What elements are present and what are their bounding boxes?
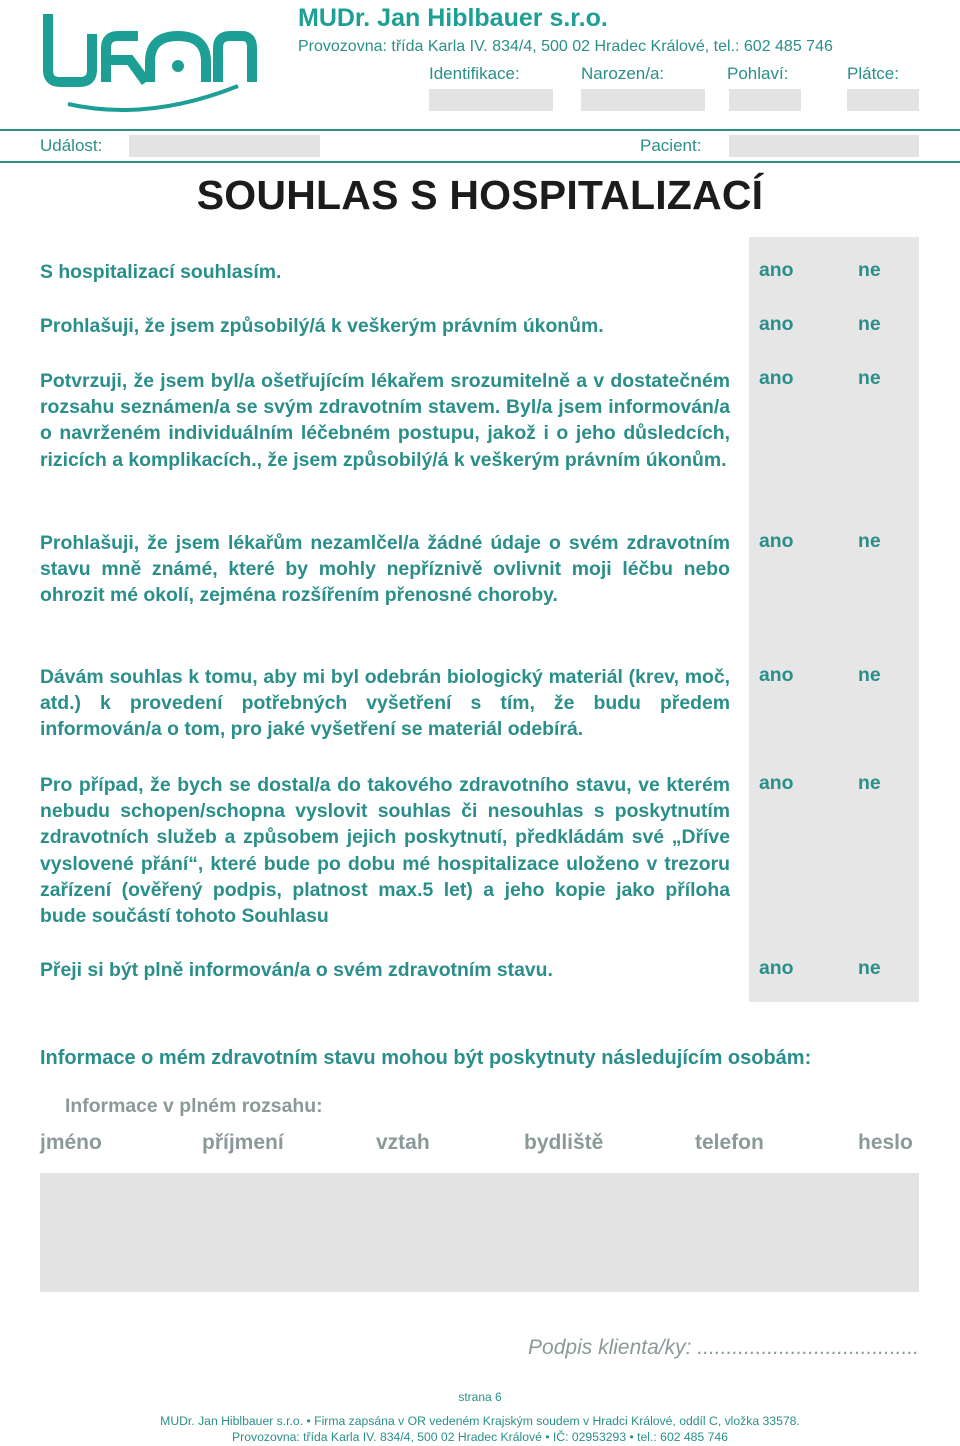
statement-health-info: Přeji si být plně informován/a o svém zdravotním stavu. (40, 959, 553, 981)
field-label-platce: Plátce: (847, 64, 899, 83)
event-label: Událost: (40, 136, 103, 155)
platce-field[interactable] (847, 89, 919, 111)
page-number: strana 6 (458, 1390, 502, 1404)
option-yes[interactable]: ano (759, 664, 794, 686)
option-yes[interactable]: ano (759, 772, 794, 794)
column-surname: příjmení (202, 1131, 284, 1154)
field-label-pohlavi: Pohlaví: (727, 64, 789, 83)
column-relation: vztah (376, 1131, 430, 1154)
option-no[interactable]: ne (858, 664, 881, 686)
identifikace-field[interactable] (429, 89, 553, 111)
uran-logo (38, 4, 260, 114)
option-no[interactable]: ne (858, 313, 881, 335)
header-rule-bottom (0, 161, 960, 163)
option-no[interactable]: ne (858, 957, 881, 979)
pohlavi-field[interactable] (729, 89, 801, 111)
company-address: Provozovna: třída Karla IV. 834/4, 500 02 Hradec Králové, tel.: 602 485 746 (298, 38, 833, 55)
footer-registration: MUDr. Jan Hiblbauer s.r.o. • Firma zapsána v OR vedeném Krajským soudem v Hradci Králové, oddíl C, vložka 33578. (160, 1414, 800, 1428)
patient-field[interactable] (729, 135, 919, 157)
persons-entry-field[interactable] (40, 1173, 919, 1292)
option-no[interactable]: ne (858, 772, 881, 794)
option-no[interactable]: ne (858, 259, 881, 281)
column-password: heslo (858, 1131, 913, 1154)
option-no[interactable]: ne (858, 530, 881, 552)
statement-advance-directive: Pro případ, že bych se dostal/a do takového zdravotního stavu, ve kterém nebudu schopen/schopna vyslovit souhlas či nesouhlas s poskytnutím zdravotních služeb a způsobem jejich poskytnutí, předkládám své „Dříve vyslovené přání“, které bude po dobu mé hospitalizace uloženo v trezoru zařízení (ověřený podpis, platnost max.5 let) a jeho kopie jako příloha bude součástí tohoto Souhlasu (40, 774, 730, 928)
document-title: SOUHLAS S HOSPITALIZACÍ (196, 172, 764, 218)
patient-label: Pacient: (640, 136, 702, 155)
statement-informed: Potvrzuji, že jsem byl/a ošetřujícím lékařem srozumitelně a v dostatečném rozsahu seznámen/a se svým zdravotním stavem. Byl/a jsem informován/a o navrženém individuálním léčebném postupu, jakož i o jeho důsledcích, rizicích a komplikacích., že jsem způsobilý/á k veškerým právním úkonům. (40, 370, 730, 471)
footer-address: Provozovna: třída Karla IV. 834/4, 500 02 Hradec Králové • IČ: 02953293 • tel.: 602 485 746 (232, 1430, 728, 1444)
option-yes[interactable]: ano (759, 957, 794, 979)
option-yes[interactable]: ano (759, 530, 794, 552)
statement-competence: Prohlašuji, že jsem způsobilý/á k veškerým právním úkonům. (40, 315, 604, 337)
company-name: MUDr. Jan Hiblbauer s.r.o. (298, 4, 608, 32)
header-rule-top (0, 129, 960, 131)
full-info-label: Informace v plném rozsahu: (65, 1095, 323, 1117)
option-yes[interactable]: ano (759, 313, 794, 335)
column-residence: bydliště (524, 1131, 604, 1154)
column-name: jméno (40, 1131, 102, 1154)
option-yes[interactable]: ano (759, 367, 794, 389)
option-yes[interactable]: ano (759, 259, 794, 281)
option-no[interactable]: ne (858, 367, 881, 389)
column-phone: telefon (695, 1131, 764, 1154)
statement-disclosure: Prohlašuji, že jsem lékařům nezamlčel/a žádné údaje o svém zdravotním stavu mně známé, které by mohly nepříznivě ovlivnit moji léčbu nebo ohrozit mé okolí, zejména rozšířením přenosné choroby. (40, 532, 730, 607)
client-signature-line[interactable]: Podpis klienta/ky: ...................................... (528, 1336, 919, 1359)
statement-consent: S hospitalizací souhlasím. (40, 261, 282, 283)
field-label-identifikace: Identifikace: (429, 64, 520, 83)
info-heading: Informace o mém zdravotním stavu mohou být poskytnuty následujícím osobám: (40, 1047, 812, 1069)
field-label-narozen: Narozen/a: (581, 64, 665, 83)
narozen-field[interactable] (581, 89, 705, 111)
statement-biological-material: Dávám souhlas k tomu, aby mi byl odebrán biologický materiál (krev, moč, atd.) k provedení potřebných vyšetření s tím, že budu předem informován/a o tom, pro jaké vyšetření se materiál odebírá. (40, 666, 730, 741)
event-field[interactable] (129, 135, 320, 157)
answer-panel (749, 237, 919, 1002)
